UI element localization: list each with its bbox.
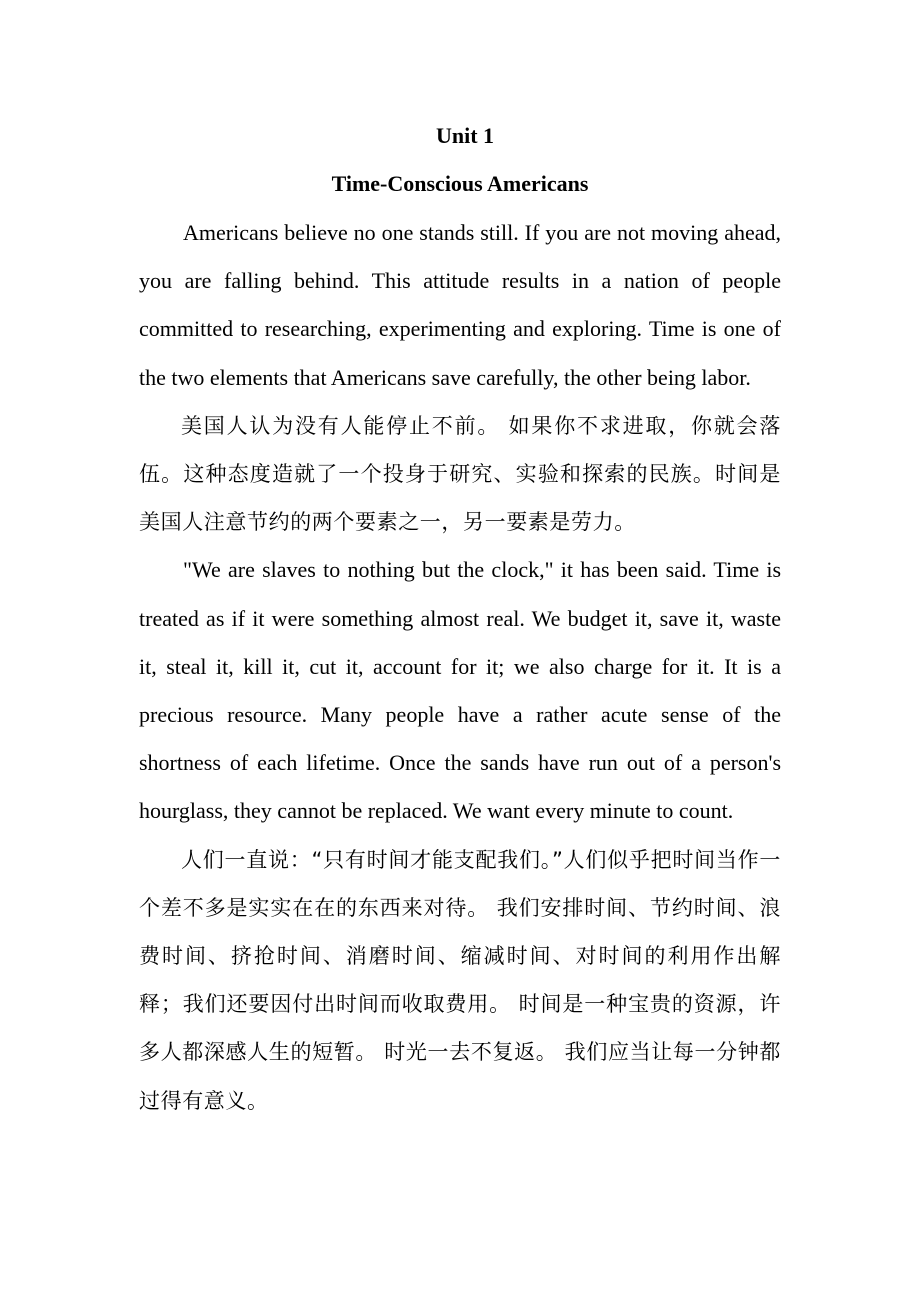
paragraph-chinese-1: 美国人认为没有人能停止不前。 如果你不求进取，你就会落伍。这种态度造就了一个投身于研究、实验和探索的民族。时间是美国人注意节约的两个要素之一，另一要素是劳力。 xyxy=(139,413,781,535)
paragraph-english-1: Americans believe no one stands still. If you are not moving ahead, you are falling behind. This attitude results in a nation of people committed to researching, experimenting and exploring. Time is one of the two elements that Americans save carefully, the other being labor. xyxy=(139,220,781,390)
paragraph-chinese-2: 人们一直说：“只有时间才能支配我们。”人们似乎把时间当作一个差不多是实实在在的东西来对待。 我们安排时间、节约时间、浪费时间、挤抢时间、消磨时间、缩减时间、对时间的利用作出解释；我们还要因付出时间而收取费用。 时间是一种宝贵的资源，许多人都深感人生的短暂。 时光一去不复返。 我们应当让每一分钟都过得有意义。 xyxy=(139,847,781,1113)
article-body xyxy=(139,209,781,1125)
unit-title: Unit 1 xyxy=(435,123,495,148)
paragraph-english-2: "We are slaves to nothing but the clock," it has been said. Time is treated as if it were something almost real. We budget it, save it, waste it, steal it, kill it, cut it, account for it; we also charge for it. It is a precious resource. Many people have a rather acute sense of the shortness of each lifetime. Once the sands have run out of a person's hourglass, they cannot be replaced. We want every minute to count. xyxy=(139,557,781,824)
article-title: Time-Conscious Americans xyxy=(331,171,589,196)
